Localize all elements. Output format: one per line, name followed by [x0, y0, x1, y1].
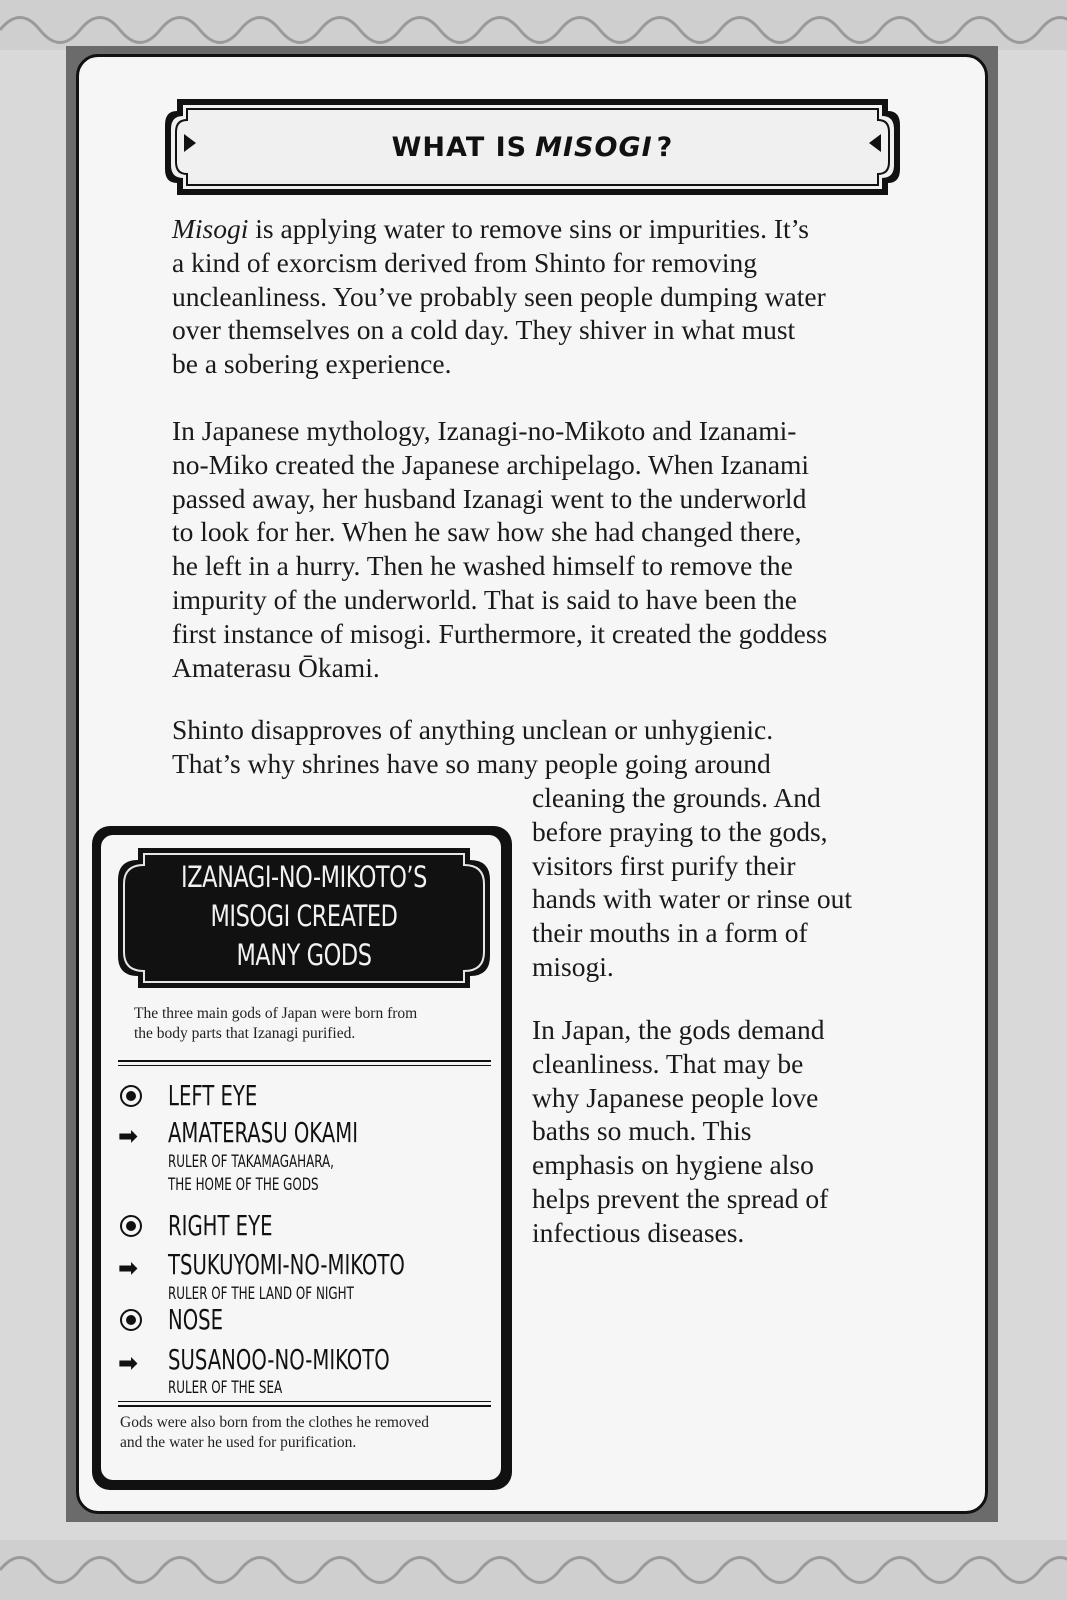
- text-line: over themselves on a cold day. They shiver in what must: [172, 314, 796, 346]
- text-run: is applying water to remove sins or impurities. It’s: [248, 213, 809, 244]
- sidebar-footer-line: and the water he used for purification.: [120, 1434, 357, 1451]
- cloud-pattern-icon: [0, 0, 1067, 50]
- god-description: THE HOME OF THE GODS: [168, 1175, 319, 1195]
- text-emphasis: Misogi: [172, 213, 249, 244]
- text-line: visitors first purify their: [532, 849, 796, 881]
- divider: [118, 1060, 491, 1062]
- sidebar-intro-line: The three main gods of Japan were born from: [134, 1005, 418, 1022]
- page-title: [165, 97, 900, 197]
- text-line: In Japan, the gods demand: [532, 1014, 825, 1045]
- sidebar-intro-line: the body parts that Izanagi purified.: [134, 1025, 356, 1042]
- text-line: their mouths in a form of: [532, 917, 808, 949]
- title-prefix: WHAT IS: [391, 131, 528, 163]
- right-arrow-icon: ➡: [118, 1254, 139, 1282]
- text-line: In Japanese mythology, Izanagi-no-Mikoto and Izanami-: [172, 415, 797, 446]
- sidebar-title-line: MANY GODS: [236, 938, 372, 972]
- sidebar-title-line: MISOGI CREATED: [210, 899, 398, 933]
- decorative-cloud-border-top: [0, 0, 1067, 50]
- sidebar-title-line: IZANAGI-NO-MIKOTO’S: [181, 860, 427, 894]
- text-line: no-Miko created the Japanese archipelago. When Izanami: [172, 448, 810, 480]
- god-name: TSUKUYOMI-NO-MIKOTO: [168, 1248, 405, 1281]
- sidebar-footer-line: Gods were also born from the clothes he removed: [120, 1414, 430, 1431]
- body-part-label: LEFT EYE: [168, 1079, 258, 1112]
- body-part-label: RIGHT EYE: [168, 1209, 273, 1242]
- paragraph-4: [532, 1013, 828, 1250]
- text-line: impurity of the underworld. That is said to have been the: [172, 583, 797, 615]
- text-line: hands with water or rinse out: [532, 883, 852, 915]
- divider: [118, 1405, 491, 1407]
- text-line: cleaning the grounds. And: [532, 782, 821, 813]
- paragraph-1: [172, 212, 826, 381]
- god-description: RULER OF THE SEA: [168, 1378, 283, 1398]
- text-line: passed away, her husband Izanagi went to the underworld: [172, 482, 807, 514]
- god-description: RULER OF TAKAMAGAHARA,: [168, 1152, 334, 1172]
- text-line: be a sobering experience.: [172, 348, 452, 380]
- text-line: to look for her. When he saw how she had changed there,: [172, 516, 802, 548]
- sidebar-intro: [134, 1004, 474, 1044]
- text-line: infectious diseases.: [532, 1216, 745, 1248]
- god-name: SUSANOO-NO-MIKOTO: [168, 1343, 390, 1376]
- title-suffix: ?: [656, 131, 674, 163]
- text-line: cleanliness. That may be: [532, 1047, 804, 1079]
- divider: [118, 1401, 491, 1402]
- text-line: a kind of exorcism derived from Shinto for removing: [172, 246, 758, 278]
- decorative-cloud-border-bottom: [0, 1540, 1067, 1600]
- text-line: misogi.: [532, 950, 614, 982]
- divider: [118, 1065, 491, 1066]
- text-line: helps prevent the spread of: [532, 1182, 829, 1214]
- sidebar-title: [118, 858, 490, 975]
- radio-bullet-icon: [120, 1215, 142, 1237]
- text-line: why Japanese people love: [532, 1081, 819, 1113]
- text-line: Amaterasu Ōkami.: [172, 651, 380, 683]
- radio-bullet-icon: [120, 1309, 142, 1331]
- god-description: RULER OF THE LAND OF NIGHT: [168, 1284, 354, 1304]
- paragraph-3-narrow: [532, 781, 852, 984]
- text-line: he left in a hurry. Then he washed himself to remove the: [172, 550, 793, 582]
- paragraph-2: [172, 414, 827, 684]
- radio-bullet-icon: [120, 1085, 142, 1107]
- text-line: uncleanliness. You’ve probably seen people dumping water: [172, 280, 826, 312]
- text-line: emphasis on hygiene also: [532, 1149, 814, 1181]
- right-arrow-icon: ➡: [118, 1122, 139, 1150]
- sidebar-footer: [120, 1413, 490, 1453]
- text-line: first instance of misogi. Furthermore, it created the goddess: [172, 617, 828, 649]
- text-line: baths so much. This: [532, 1115, 752, 1147]
- title-emphasis: MISOGI: [535, 131, 653, 163]
- paragraph-3-full: [172, 713, 773, 781]
- text-line: before praying to the gods,: [532, 815, 828, 847]
- body-part-label: NOSE: [168, 1303, 224, 1336]
- god-name: AMATERASU OKAMI: [168, 1116, 358, 1149]
- text-line: Shinto disapproves of anything unclean or unhygienic.: [172, 714, 774, 745]
- title-banner: [165, 97, 900, 197]
- right-arrow-icon: ➡: [118, 1349, 139, 1377]
- text-line: That’s why shrines have so many people going around: [172, 747, 771, 779]
- cloud-pattern-icon: [0, 1540, 1067, 1600]
- text-line: [172, 212, 826, 246]
